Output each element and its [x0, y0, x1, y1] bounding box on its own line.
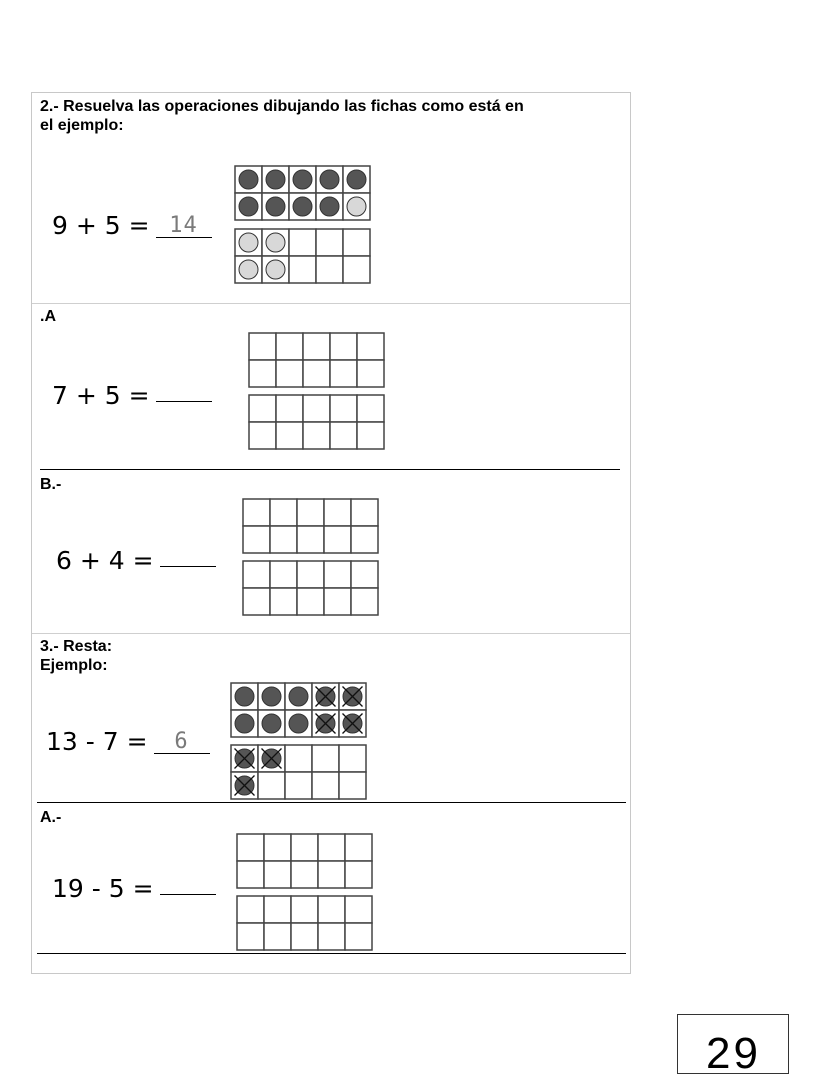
counter-filled: [289, 687, 308, 706]
counter-filled: [262, 714, 281, 733]
ten-frame-cell: [237, 923, 264, 950]
ten-frame-cell: [318, 861, 345, 888]
counter-empty: [239, 260, 258, 279]
ten-frame-cell: [270, 561, 297, 588]
ten-frame-bottom[interactable]: [236, 895, 373, 956]
ten-frame-top[interactable]: [242, 498, 379, 559]
ten-frame-cell: [276, 395, 303, 422]
ten-frame-cell: [264, 923, 291, 950]
answer-blank[interactable]: [156, 401, 212, 402]
equation-text: 9 + 5 =: [52, 211, 150, 240]
section-3-title: [40, 637, 112, 675]
counter-filled: [293, 197, 312, 216]
ten-frame-cell: [312, 745, 339, 772]
equation-text: 19 - 5 =: [52, 874, 154, 903]
equation-text: 7 + 5 =: [52, 381, 150, 410]
ten-frame-cell: [351, 499, 378, 526]
ten-frame-cell: [357, 333, 384, 360]
ten-frame-bottom[interactable]: [242, 560, 379, 621]
counter-empty: [239, 233, 258, 252]
ten-frame-cell: [318, 834, 345, 861]
equation-text: 6 + 4 =: [56, 546, 154, 575]
ten-frame-cell: [285, 772, 312, 799]
ten-frame-cell: [345, 896, 372, 923]
ten-frame-cell: [289, 256, 316, 283]
ten-frame-cell: [289, 229, 316, 256]
answer-value: 6: [174, 729, 189, 754]
counter-filled: [239, 197, 258, 216]
ten-frame-cell: [276, 360, 303, 387]
item-3a-equation: [52, 874, 216, 903]
item-2b-equation: [56, 546, 216, 575]
ten-frame-cell: [297, 526, 324, 553]
answer-blank[interactable]: [160, 566, 216, 567]
worksheet: [31, 92, 631, 974]
section-2-title-line2: el ejemplo:: [40, 117, 124, 134]
ten-frame-top[interactable]: [236, 833, 373, 894]
ten-frame-cell: [270, 499, 297, 526]
ten-frame-svg: [234, 228, 371, 284]
answer-blank[interactable]: [160, 894, 216, 895]
example-subtraction-equation: [46, 727, 210, 756]
page-number: 29: [706, 1029, 761, 1074]
equation-text: 13 - 7 =: [46, 727, 148, 756]
ten-frame-cell: [270, 526, 297, 553]
section-3-title-text: 3.- Resta:: [40, 638, 113, 655]
answer-value: 14: [169, 213, 198, 238]
ten-frame-cell: [345, 834, 372, 861]
ten-frame-cell: [276, 333, 303, 360]
ten-frame-cell: [330, 360, 357, 387]
ten-frame-svg: [234, 165, 371, 221]
ten-frame-cell: [316, 256, 343, 283]
ten-frame-cell: [303, 360, 330, 387]
ten-frame-top: [234, 165, 371, 226]
ten-frame-cell: [316, 229, 343, 256]
ten-frame-cell: [249, 422, 276, 449]
ten-frame-cell: [291, 861, 318, 888]
ten-frame-cell: [357, 422, 384, 449]
item-3a-label: A.-: [40, 809, 62, 826]
counter-filled: [320, 170, 339, 189]
counter-empty: [347, 197, 366, 216]
ten-frame-cell: [249, 333, 276, 360]
ten-frame-cell: [249, 360, 276, 387]
divider-line: [37, 802, 626, 803]
answer-blank[interactable]: [154, 729, 210, 754]
counter-empty: [266, 260, 285, 279]
ten-frame-top: [230, 682, 367, 743]
ten-frame-cell: [351, 588, 378, 615]
ten-frame-cell: [312, 772, 339, 799]
ten-frame-cell: [324, 499, 351, 526]
ten-frame-cell: [264, 896, 291, 923]
ten-frame-cell: [243, 499, 270, 526]
ten-frame-cell: [303, 333, 330, 360]
ten-frame-cell: [249, 395, 276, 422]
ten-frame-cell: [339, 745, 366, 772]
item-2a-label: .A: [40, 308, 56, 325]
ten-frame-cell: [264, 834, 291, 861]
ten-frame-bottom[interactable]: [248, 394, 385, 455]
item-2a: [32, 303, 630, 468]
counter-filled: [347, 170, 366, 189]
item-3a: [32, 804, 630, 952]
ten-frame-cell: [270, 588, 297, 615]
ten-frame-cell: [243, 526, 270, 553]
ten-frame-cell: [297, 588, 324, 615]
item-2b: [32, 471, 630, 634]
ten-frame-svg: [242, 560, 379, 616]
ten-frame-cell: [276, 422, 303, 449]
counter-filled: [293, 170, 312, 189]
ten-frame-svg: [248, 332, 385, 388]
counter-filled: [239, 170, 258, 189]
ten-frame-cell: [343, 229, 370, 256]
item-2a-equation: [52, 381, 212, 410]
counter-filled: [266, 170, 285, 189]
page-number-box: [677, 1014, 789, 1074]
divider-line: [40, 469, 620, 470]
counter-filled: [320, 197, 339, 216]
ten-frame-cell: [339, 772, 366, 799]
ten-frame-svg: [230, 682, 367, 738]
ten-frame-cell: [343, 256, 370, 283]
ten-frame-cell: [357, 360, 384, 387]
ten-frame-cell: [330, 422, 357, 449]
ten-frame-cell: [297, 561, 324, 588]
ten-frame-cell: [291, 896, 318, 923]
ten-frame-cell: [324, 588, 351, 615]
ten-frame-cell: [285, 745, 312, 772]
ten-frame-svg: [236, 895, 373, 951]
ten-frame-cell: [330, 333, 357, 360]
ten-frame-cell: [264, 861, 291, 888]
ten-frame-cell: [291, 923, 318, 950]
ten-frame-svg: [248, 394, 385, 450]
section-2-title: [40, 97, 524, 135]
ten-frame-cell: [324, 561, 351, 588]
ten-frame-cell: [243, 561, 270, 588]
item-2b-label: B.-: [40, 476, 62, 493]
ten-frame-svg: [230, 744, 367, 800]
example-addition-equation: [52, 211, 212, 240]
section-2-title-line1: 2.- Resuelva las operaciones dibujando las fichas como está en: [40, 98, 524, 115]
ten-frame-cell: [345, 923, 372, 950]
ten-frame-cell: [351, 561, 378, 588]
section-3-example: [32, 633, 630, 801]
ten-frame-cell: [357, 395, 384, 422]
ten-frame-cell: [318, 923, 345, 950]
ten-frame-bottom: [234, 228, 371, 289]
ten-frame-cell: [291, 834, 318, 861]
ten-frame-cell: [237, 834, 264, 861]
ten-frame-cell: [324, 526, 351, 553]
ten-frame-cell: [243, 588, 270, 615]
counter-filled: [235, 714, 254, 733]
ten-frame-svg: [242, 498, 379, 554]
ten-frame-svg: [236, 833, 373, 889]
ten-frame-cell: [351, 526, 378, 553]
ten-frame-cell: [330, 395, 357, 422]
counter-filled: [235, 687, 254, 706]
section-2-example: [32, 93, 630, 304]
ten-frame-cell: [345, 861, 372, 888]
ten-frame-cell: [303, 422, 330, 449]
ten-frame-top[interactable]: [248, 332, 385, 393]
ten-frame-bottom: [230, 744, 367, 805]
ten-frame-cell: [237, 861, 264, 888]
counter-filled: [266, 197, 285, 216]
ten-frame-cell: [303, 395, 330, 422]
counter-empty: [266, 233, 285, 252]
ten-frame-cell: [318, 896, 345, 923]
ten-frame-cell: [237, 896, 264, 923]
example-label: Ejemplo:: [40, 657, 108, 674]
ten-frame-cell: [258, 772, 285, 799]
divider-line: [37, 953, 626, 954]
ten-frame-cell: [297, 499, 324, 526]
counter-filled: [289, 714, 308, 733]
answer-blank[interactable]: [156, 213, 212, 238]
counter-filled: [262, 687, 281, 706]
